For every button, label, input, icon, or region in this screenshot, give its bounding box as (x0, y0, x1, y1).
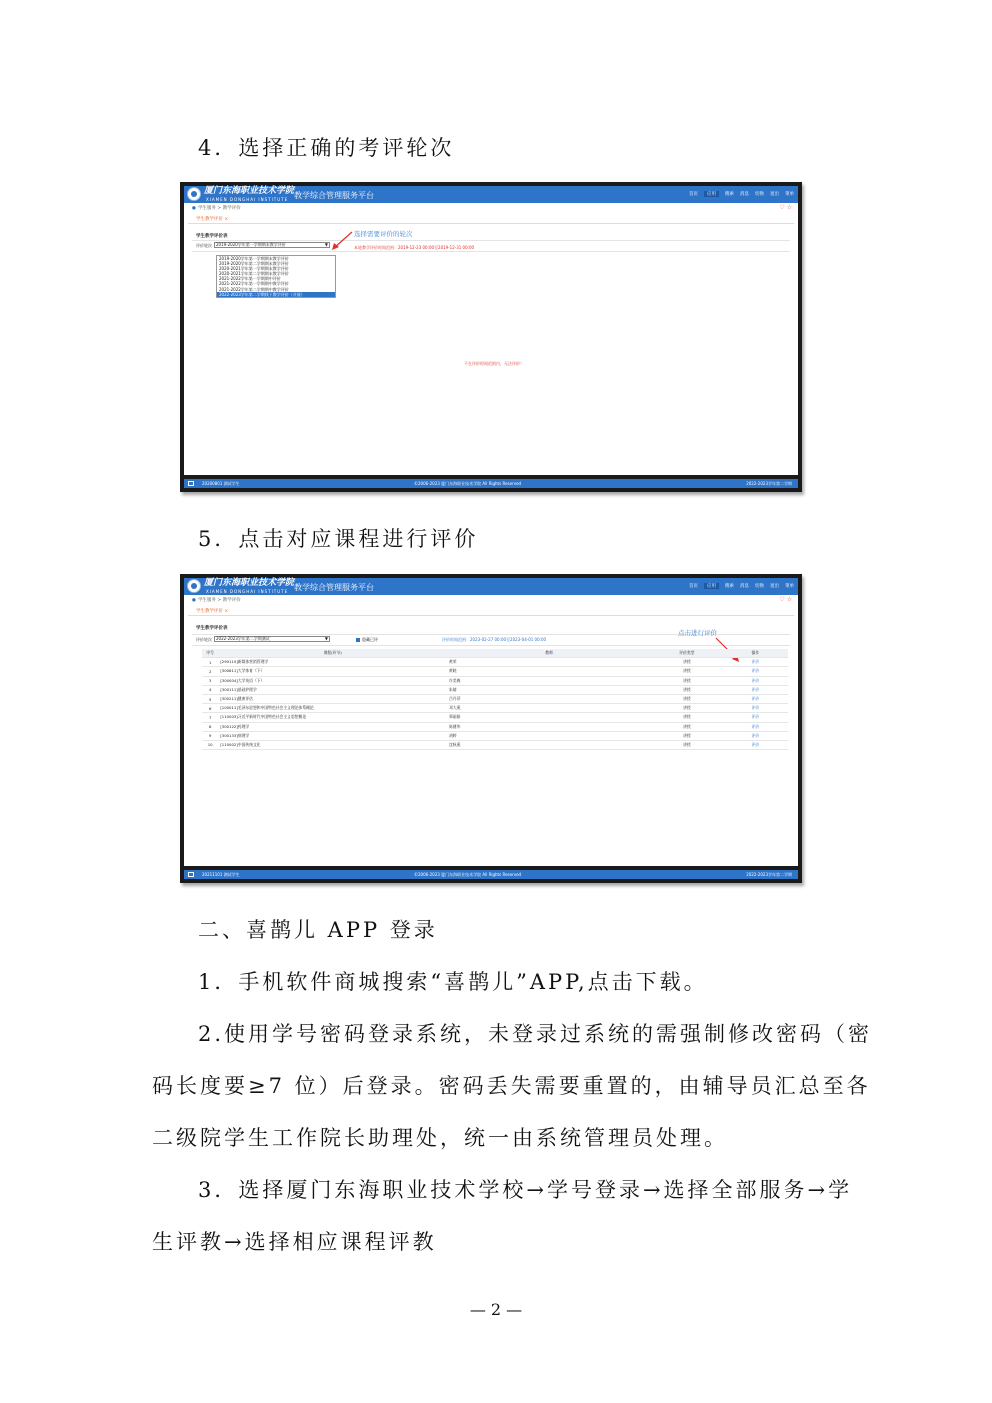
col-teacher: 教师 (447, 649, 651, 658)
round-option[interactable]: 2021-2022学年第一学期期中评价 (219, 276, 281, 282)
table-row (202, 713, 788, 722)
row-index: 6 (202, 704, 218, 713)
row-course: [300004]大学英语（下） (218, 676, 447, 685)
row-type: 讲授 (651, 713, 722, 722)
screenshot-round-selection (180, 182, 802, 492)
annotation-select-round: 选择需要评价的轮次 (354, 230, 413, 238)
row-index: 10 (202, 740, 218, 749)
evaluate-link[interactable]: 评价 (723, 694, 788, 703)
evaluate-link[interactable]: 评价 (723, 658, 788, 667)
breadcrumb-text: 学生服务 > 教学评价 (197, 598, 241, 603)
round-option[interactable]: 2020-2021学年第一学期期末教学评价 (219, 266, 289, 272)
row-index: 8 (202, 722, 218, 731)
platform-title: 教学综合管理服务平台 (294, 583, 374, 592)
row-type: 讲授 (651, 676, 722, 685)
footer-copyright: ©2006-2023 厦门东海职业技术学院 All Rights Reserved (414, 872, 522, 877)
filter-row (192, 240, 790, 252)
app-body (184, 203, 798, 475)
row-teacher: 吕丹萍 (447, 694, 651, 703)
footer-user: 20211101 测试学生 (202, 872, 240, 877)
hide-evaluated-checkbox[interactable] (356, 637, 378, 643)
app-step3-line2: 生评教→选择相应课程评教 (152, 1230, 437, 1254)
location-pin-icon: ● (192, 598, 196, 603)
row-index: 7 (202, 713, 218, 722)
app-step2-line3: 二级院学生工作院长助理处，统一由系统管理员处理。 (152, 1126, 728, 1150)
section-title: 学生教学评价表 (196, 626, 228, 631)
row-index: 1 (202, 658, 218, 667)
school-logo-icon (187, 579, 201, 593)
row-course: [300811]大学体育（下） (218, 667, 447, 676)
app-header (184, 578, 798, 595)
evaluate-link[interactable]: 评价 (723, 731, 788, 740)
app-step3-line1: 3．选择厦门东海职业技术学校→学号登录→选择全部服务→学 (198, 1178, 853, 1202)
nav-logout[interactable]: 退出 (770, 584, 779, 589)
col-index: 序号 (202, 649, 218, 658)
not-in-range-note: 不在评价时间范围内，无法评价！ (464, 361, 524, 366)
round-dropdown-list (216, 255, 336, 298)
row-teacher: 邓大燕 (447, 704, 651, 713)
evaluate-link[interactable]: 评价 (723, 704, 788, 713)
row-teacher: 许美梅 (447, 676, 651, 685)
row-teacher: 胡婷 (447, 731, 651, 740)
row-course: [300211]健康评估 (218, 694, 447, 703)
sidebar-toggle-icon[interactable] (188, 481, 194, 486)
annotation-arrow-icon (330, 231, 354, 251)
screenshot-course-evaluation (180, 574, 802, 883)
hide-evaluated-label: 隐藏已评 (362, 637, 378, 642)
breadcrumb (192, 205, 241, 211)
school-name-en: XIAMEN DONGHAI INSTITUTE (206, 197, 289, 202)
table-row (202, 667, 788, 676)
round-option[interactable]: 2021-2022学年第二学期期中教学评价 (219, 286, 289, 292)
time-range-note: 本轮教学评价时间范围：2019-12-23 00:00至2019-12-31 00:00 (354, 245, 475, 250)
round-option[interactable]: 2019-2020学年第一学期期末教学评价 (219, 256, 289, 261)
table-row (202, 731, 788, 740)
nav-apps[interactable]: 应用 (704, 583, 719, 589)
course-table (202, 649, 788, 750)
nav-search[interactable]: 搜索 (725, 192, 734, 197)
tab-teaching-evaluation[interactable]: 学生教学评价 × (196, 609, 229, 614)
sub-tab-bar (188, 607, 794, 616)
app-step1: 1．手机软件商城搜索“喜鹊儿”APP,点击下载。 (198, 970, 708, 994)
nav-logout[interactable]: 退出 (770, 192, 779, 197)
nav-apps[interactable]: 应用 (704, 191, 719, 197)
row-type: 讲授 (651, 731, 722, 740)
round-label: 评价轮次 (196, 637, 212, 642)
round-option[interactable]: 2020-2021学年第二学期期末教学评价 (219, 271, 289, 277)
nav-menu[interactable]: 菜单 (785, 584, 794, 589)
step4-heading: 4．选择正确的考评轮次 (198, 136, 455, 160)
nav-search[interactable]: 搜索 (725, 584, 734, 589)
row-course: [300111]基础护理学 (218, 685, 447, 694)
row-course: [300122]药理学 (218, 722, 447, 731)
row-type: 讲授 (651, 685, 722, 694)
app-body (184, 595, 798, 866)
app-footer (184, 479, 798, 488)
row-type: 讲授 (651, 694, 722, 703)
app-header (184, 186, 798, 203)
evaluate-link[interactable]: 评价 (723, 667, 788, 676)
row-index: 3 (202, 676, 218, 685)
row-course: [290110]新媒体营销管理学 (218, 658, 447, 667)
row-type: 讲授 (651, 704, 722, 713)
school-name: 厦门东海职业技术学院 (204, 578, 295, 588)
school-name-en: XIAMEN DONGHAI INSTITUTE (206, 589, 289, 594)
col-type: 评价类型 (651, 649, 722, 658)
location-pin-icon: ● (192, 206, 196, 211)
evaluate-link[interactable]: 评价 (723, 685, 788, 694)
row-index: 5 (202, 694, 218, 703)
row-type: 讲授 (651, 667, 722, 676)
row-index: 2 (202, 667, 218, 676)
page-number: — 2 — (469, 1300, 523, 1319)
row-course: [110002]中国传统文化 (218, 740, 447, 749)
col-action: 操作 (723, 649, 788, 658)
breadcrumb-text: 学生服务 > 教学评价 (197, 206, 241, 211)
platform-title: 教学综合管理服务平台 (294, 191, 374, 200)
app-step2-line1: 2.使用学号密码登录系统，未登录过系统的需强制修改密码（密 (198, 1022, 873, 1046)
section-title: 学生教学评价表 (196, 234, 228, 239)
round-select[interactable] (214, 636, 330, 642)
round-select-value: 2019-2020学年第一学期期末教学评价 (216, 242, 286, 247)
school-logo-icon (187, 187, 201, 201)
row-teacher: 朱婧 (447, 685, 651, 694)
col-course: 课程(环节) (218, 649, 447, 658)
round-option[interactable]: 2021-2022学年第一学期期中教学评价 (219, 281, 289, 287)
breadcrumb (192, 597, 241, 603)
table-row (202, 740, 788, 749)
annotation-click-evaluate: 点击进行评价 (678, 629, 717, 637)
round-select-value: 2022-2023学年第二学期测试 (216, 636, 270, 641)
nav-home[interactable]: 首页 (689, 192, 698, 197)
app-step2-line2: 码长度要≥7 位）后登录。密码丢失需要重置的，由辅导员汇总至各 (152, 1074, 871, 1098)
app-footer (184, 870, 798, 879)
row-teacher: 黄荣 (447, 658, 651, 667)
row-course: [100011]毛泽东思想和中国特色社会主义理论体系概论 (218, 704, 447, 713)
table-header-row (202, 649, 788, 658)
header-icons[interactable]: ♡ ☆ (779, 204, 792, 211)
evaluate-link[interactable]: 评价 (723, 740, 788, 749)
nav-messages[interactable]: 消息 (740, 192, 749, 197)
top-nav (689, 191, 794, 197)
table-row (202, 685, 788, 694)
footer-term: 2022-2023学年第二学期 (746, 481, 792, 486)
table-row (202, 694, 788, 703)
chevron-down-icon: ▼ (324, 242, 328, 247)
row-index: 9 (202, 731, 218, 740)
nav-switch[interactable]: 切换 (755, 192, 764, 197)
row-course: [110003]习近平新时代中国特色社会主义思想概论 (218, 713, 447, 722)
nav-messages[interactable]: 消息 (740, 584, 749, 589)
row-type: 讲授 (651, 658, 722, 667)
nav-menu[interactable]: 菜单 (785, 192, 794, 197)
row-teacher: 黄晓 (447, 667, 651, 676)
evaluate-link[interactable]: 评价 (723, 676, 788, 685)
row-type: 讲授 (651, 722, 722, 731)
row-type: 讲授 (651, 740, 722, 749)
round-option[interactable]: 2019-2020学年第二学期期末教学评价 (219, 261, 289, 267)
round-label: 评价轮次 (196, 243, 212, 248)
footer-copyright: ©2006-2023 厦门东海职业技术学院 All Rights Reserved (414, 481, 522, 486)
nav-switch[interactable]: 切换 (755, 584, 764, 589)
top-nav (689, 583, 794, 589)
nav-home[interactable]: 首页 (689, 584, 698, 589)
table-row (202, 658, 788, 667)
footer-user: 20200801 测试学生 (202, 481, 240, 486)
evaluate-link[interactable]: 评价 (723, 713, 788, 722)
section2-heading: 二、喜鹊儿 APP 登录 (198, 918, 438, 942)
table-row (202, 676, 788, 685)
time-range-note: 评价时间范围：2023-02-27 00:00至2023-04-01 00:00 (442, 637, 547, 642)
table-row (202, 722, 788, 731)
sidebar-toggle-icon[interactable] (188, 872, 194, 877)
row-teacher: 郑丽娟 (447, 713, 651, 722)
row-course: [300133]病理学 (218, 731, 447, 740)
step5-heading: 5．点击对应课程进行评价 (198, 527, 479, 551)
row-teacher: 陈健华 (447, 722, 651, 731)
footer-term: 2022-2023学年第二学期 (746, 872, 792, 877)
table-row (202, 704, 788, 713)
sub-tab-bar (188, 215, 794, 224)
checkbox-checked-icon (356, 638, 360, 642)
row-index: 4 (202, 685, 218, 694)
row-teacher: 沈秋燕 (447, 740, 651, 749)
evaluate-link[interactable]: 评价 (723, 722, 788, 731)
school-name: 厦门东海职业技术学院 (204, 186, 295, 196)
tab-teaching-evaluation[interactable]: 学生教学评价 × (196, 217, 229, 222)
header-icons[interactable]: ♡ ☆ (779, 596, 792, 603)
chevron-down-icon: ▼ (324, 636, 328, 641)
round-option-highlighted[interactable]: 2022-2023学年第二学期线下教学评价（开放） (217, 292, 335, 297)
round-select[interactable] (214, 242, 330, 248)
